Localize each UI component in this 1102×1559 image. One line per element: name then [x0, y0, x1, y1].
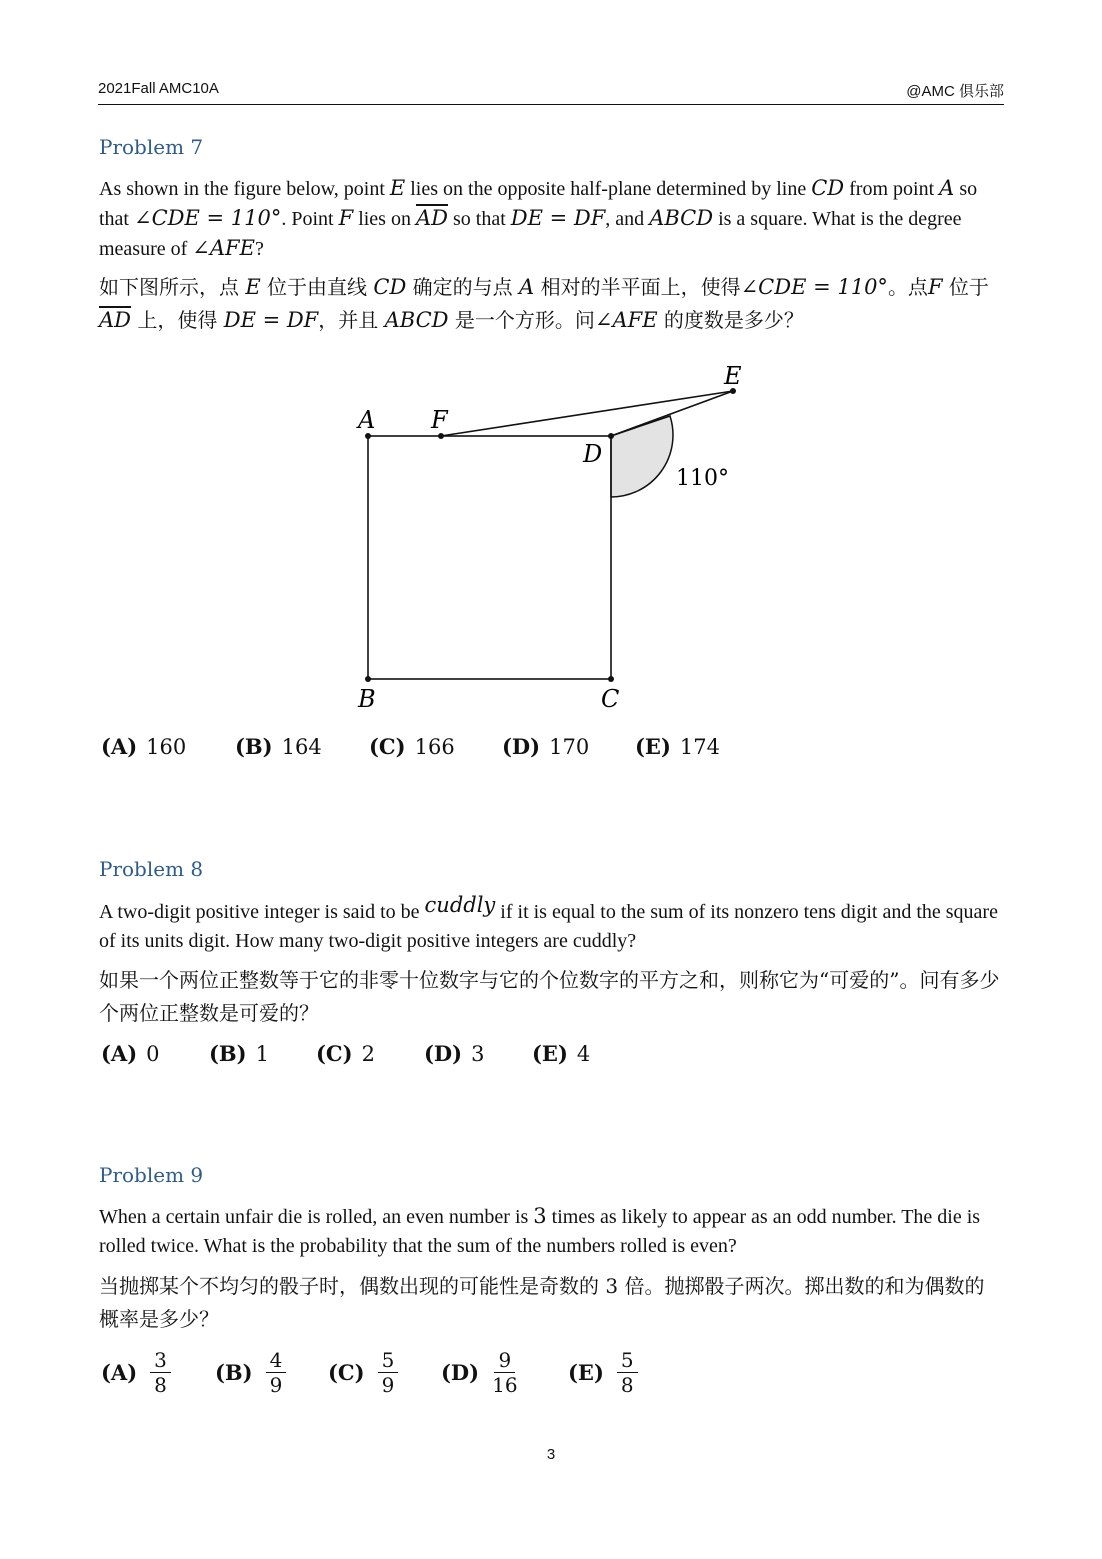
- choice-e: (E) $\frac{5}{8}$: [568, 1348, 638, 1397]
- header-left: 2021Fall AMC10A: [98, 80, 219, 97]
- choice-b: (B) 1: [209, 1041, 269, 1066]
- choice-b: (B) $\frac{4}{9}$: [215, 1348, 328, 1397]
- choice-b: (B) 164: [235, 734, 322, 759]
- problem-7-english: As shown in the figure below, point E lies on the opposite half-plane determined by line CD from point A so that ∠CDE = 110°. Point F lies on $\overline{AD}$ so that DE = DF, and ABCD is a square. What is the degree measure of ∠AFE?: [99, 176, 978, 260]
- problem-8-chinese: 如果一个两位正整数等于它的非零十位数字与它的个位数字的平方之和，则称它为“可爱的”。问有多少个两位正整数是可爱的？: [99, 968, 1000, 1025]
- problem-9-title: Problem 9: [99, 1163, 204, 1187]
- problem-9-english: When a certain unfair die is rolled, an even number is 3 times as likely to appear as an odd number. The die is rolled twice. What is the probability that the sum of the numbers rolled is even?: [99, 1204, 981, 1257]
- choice-e: (E) 174: [635, 734, 720, 759]
- choice-a: (A) 160: [101, 734, 187, 759]
- problem-9-chinese: 当抛掷某个不均匀的骰子时，偶数出现的可能性是奇数的 3 倍。抛掷骰子两次。掷出数的和为偶数的概率是多少？: [99, 1274, 985, 1331]
- problem-9-choices: [101, 1348, 638, 1397]
- choice-a: (A) $\frac{3}{8}$: [101, 1348, 215, 1397]
- choice-c: (C) 166: [369, 734, 455, 759]
- square-abcd: [368, 436, 611, 679]
- label-angle: 110°: [676, 466, 729, 491]
- header-right: @AMC 俱乐部: [906, 83, 1004, 100]
- label-f: F: [431, 406, 448, 434]
- choice-a: (A) 0: [101, 1041, 160, 1066]
- problem-8-title: Problem 8: [99, 857, 204, 881]
- label-b: B: [358, 685, 376, 713]
- choice-c: (C) 2: [316, 1041, 375, 1066]
- choice-d: (D) 170: [502, 734, 590, 759]
- problem-7-chinese: 如下图所示，点 E 位于由直线 CD 确定的与点 A 相对的半平面上，使得∠CDE = 110°。点F 位于 $\overline{AD}$ 上，使得 DE = DF，并且 ABCD 是一个方形。问∠AFE 的度数是多少？: [99, 275, 989, 332]
- problem-7-title: Problem 7: [99, 135, 204, 159]
- problem-8-choices: [101, 1041, 590, 1066]
- label-c: C: [601, 685, 620, 713]
- label-e: E: [724, 362, 742, 390]
- choice-d: (D) $\frac{9}{16}$: [441, 1348, 518, 1397]
- angle-110-sector: [611, 416, 673, 497]
- label-a: A: [358, 406, 376, 434]
- point-d-dot: [608, 433, 614, 439]
- problem-7-choices: [101, 734, 720, 759]
- point-c-dot: [608, 676, 614, 682]
- choice-e: (E) 4: [532, 1041, 591, 1066]
- choice-d: (D) 3: [424, 1041, 485, 1066]
- problem-8-english: A two-digit positive integer is said to be cuddly if it is equal to the sum of its nonzero tens digit and the square of its units digit. How many two-digit positive integers are cuddly?: [99, 893, 998, 952]
- choice-c: (C) $\frac{5}{9}$: [328, 1348, 441, 1397]
- segment-fe: [441, 391, 733, 436]
- point-b-dot: [365, 676, 371, 682]
- label-d: D: [583, 440, 603, 468]
- page-number: 3: [546, 1446, 556, 1463]
